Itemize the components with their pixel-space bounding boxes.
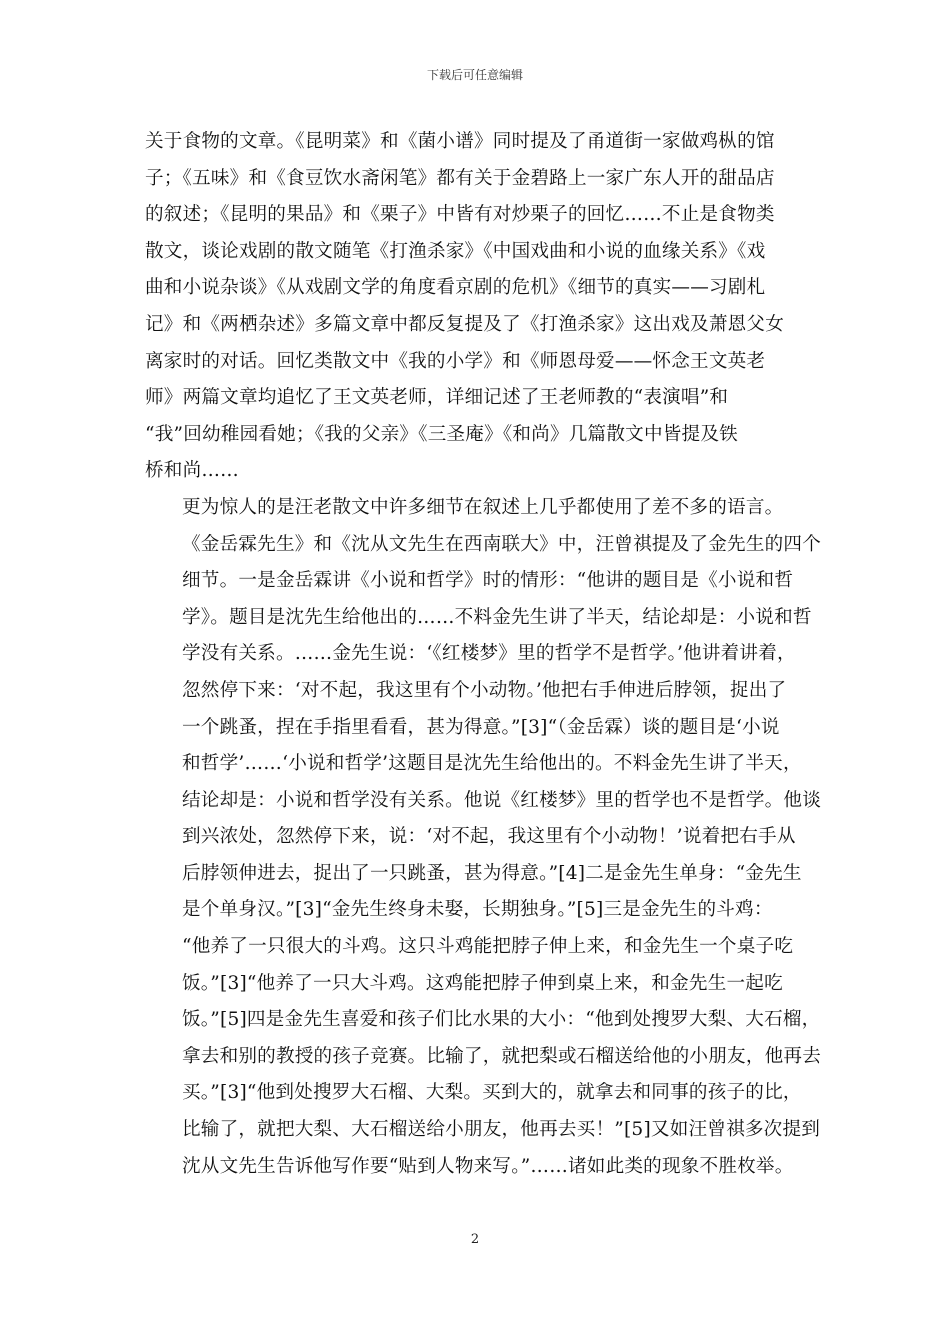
text-line: 是个单身汉。”[3]“金先生终身未娶，长期独身。”[5]三是金先生的斗鸡： — [182, 899, 773, 921]
text-line: 饭。”[5]四是金先生喜爱和孩子们比水果的大小：“他到处搜罗大梨、大石榴， — [182, 1009, 821, 1031]
text-line: 一个跳蚤，捏在手指里看看，甚为得意。”[3]“（金岳霖）谈的题目是‘小说 — [182, 716, 780, 738]
page-number: 2 — [470, 1232, 480, 1247]
paragraph-1 — [145, 124, 807, 490]
paragraph-2 — [145, 490, 821, 1185]
text-line: 子；《五味》和《食豆饮水斋闲笔》都有关于金碧路上一家广东人开的甜品店 — [145, 167, 775, 189]
text-line: 忽然停下来：‘对不起，我这里有个小动物。’他把右手伸进后脖领，捉出了 — [182, 679, 787, 701]
text-line: 比输了，就把大梨、大石榴送给小朋友，他再去买！”[5]又如汪曾祺多次提到 — [182, 1119, 821, 1141]
text-line: 曲和小说杂谈》《从戏剧文学的角度看京剧的危机》《细节的真实——习剧札 — [145, 277, 766, 299]
text-line: 学没有关系。……金先生说：‘《红楼梦》里的哲学不是哲学。’他讲着讲着， — [182, 643, 796, 665]
text-line: 桥和尚…… — [145, 460, 239, 482]
body-text — [145, 124, 821, 1185]
text-line: 饭。”[3]“他养了一只大斗鸡。这鸡能把脖子伸到桌上来，和金先生一起吃 — [182, 972, 783, 994]
text-line: 的叙述；《昆明的果品》和《栗子》中皆有对炒栗子的回忆……不止是食物类 — [145, 204, 775, 226]
page-header: 下载后可任意编辑 — [426, 68, 523, 82]
text-line: 拿去和别的教授的孩子竞赛。比输了，就把梨或石榴送给他的小朋友，他再去 — [182, 1045, 821, 1067]
text-line: 到兴浓处，忽然停下来，说：‘对不起，我这里有个小动物！’说着把右手从 — [182, 826, 796, 848]
text-line: “他养了一只很大的斗鸡。这只斗鸡能把脖子伸上来，和金先生一个桌子吃 — [182, 936, 794, 958]
text-line: 记》和《两栖杂述》多篇文章中都反复提及了《打渔杀家》这出戏及萧恩父女 — [145, 313, 784, 335]
text-line: 离家时的对话。回忆类散文中《我的小学》和《师恩母爱——怀念王文英老 — [145, 350, 766, 372]
text-line: 细节。一是金岳霖讲《小说和哲学》时的情形：“他讲的题目是《小说和哲 — [182, 570, 794, 592]
text-line: 更为惊人的是汪老散文中许多细节在叙述上几乎都使用了差不多的语言。 — [182, 496, 784, 518]
text-line: 沈从文先生告诉他写作要“贴到人物来写。”……诸如此类的现象不胜枚举。 — [182, 1155, 794, 1177]
text-line: 买。”[3]“他到处搜罗大石榴、大梨。买到大的，就拿去和同事的孩子的比， — [182, 1082, 802, 1104]
text-line: 关于食物的文章。《昆明菜》和《菌小谱》同时提及了甬道街一家做鸡枞的馆 — [145, 131, 775, 152]
text-line: 《金岳霖先生》和《沈从文先生在西南联大》中，汪曾祺提及了金先生的四个 — [182, 533, 821, 555]
text-line: 后脖领伸进去，捉出了一只跳蚤，甚为得意。”[4]二是金先生单身：“金先生 — [182, 862, 802, 884]
text-line: 和哲学’……‘小说和哲学’这题目是沈先生给他出的。不料金先生讲了半天， — [182, 753, 802, 775]
text-line: 学》。题目是沈先生给他出的……不料金先生讲了半天，结论却是：小说和哲 — [182, 606, 812, 628]
text-line: 结论却是：小说和哲学没有关系。他说《红楼梦》里的哲学也不是哲学。他谈 — [182, 789, 821, 811]
text-line: 师》两篇文章均追忆了王文英老师，详细记述了王老师教的“表演唱”和 — [145, 387, 729, 409]
text-line: “我”回幼稚园看她；《我的父亲》《三圣庵》《和尚》几篇散文中皆提及铁 — [145, 423, 738, 445]
text-line: 散文，谈论戏剧的散文随笔《打渔杀家》《中国戏曲和小说的血缘关系》《戏 — [145, 240, 766, 262]
